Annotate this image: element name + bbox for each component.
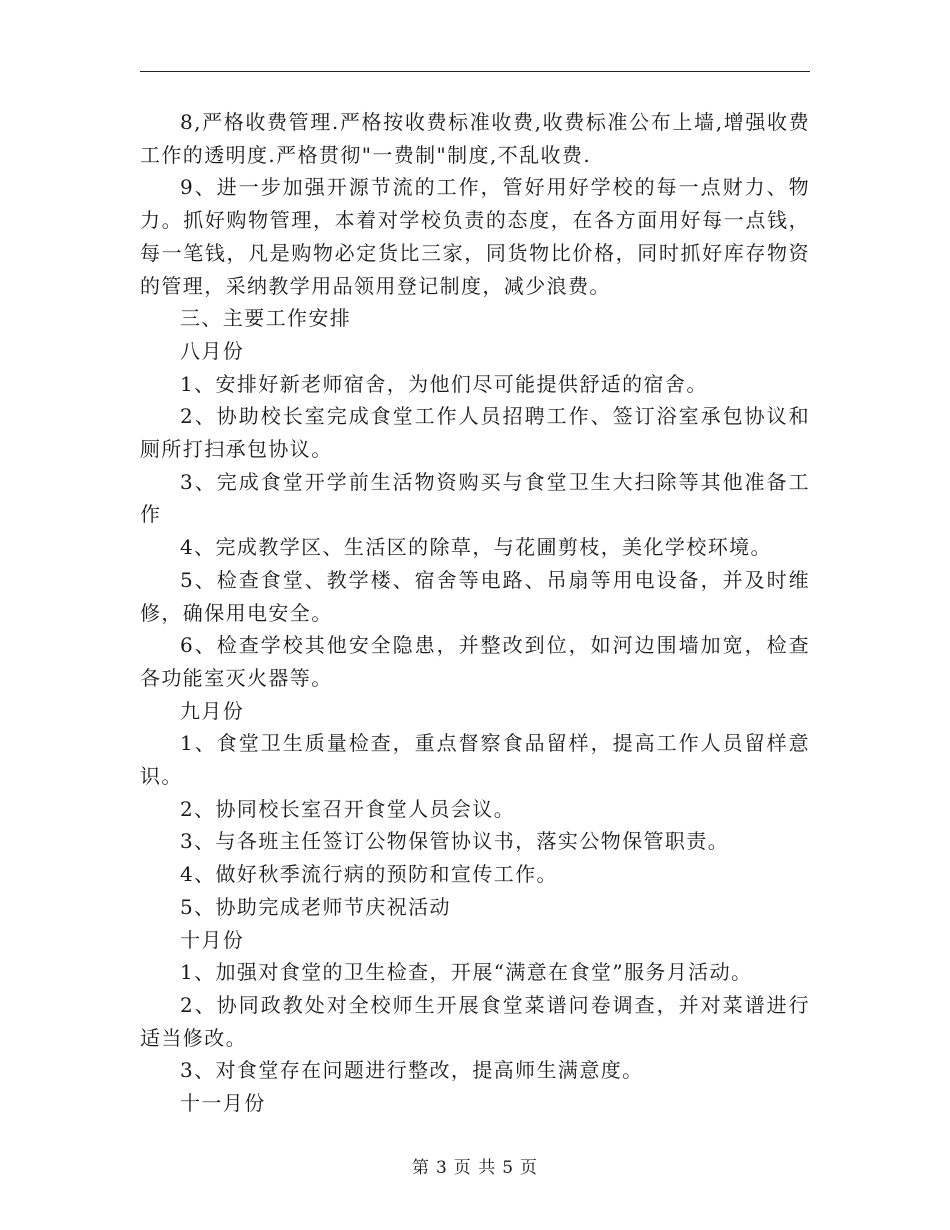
page-number-suffix: 页: [520, 1158, 539, 1178]
page-footer: [0, 1153, 950, 1178]
paragraph-cost-saving: 9、进一步加强开源节流的工作，管好用好学校的每一点财力、物力。抓好购物管理，本着对学校负责的态度，在各方面用好每一点钱，每一笔钱，凡是购物必定货比三家，同货物比价格，同时抓好库存物资的管理，采纳教学用品领用登记制度，减少浪费。: [140, 175, 810, 298]
list-item: 2、协助校长室完成食堂工作人员招聘工作、签订浴室承包协议和厕所打扫承包协议。: [140, 404, 810, 462]
list-item: 3、完成食堂开学前生活物资购买与食堂卫生大扫除等其他准备工作: [140, 469, 810, 527]
page-number-total: 5: [502, 1158, 515, 1178]
document-body: [140, 106, 810, 1120]
month-heading-october: 十月份: [180, 927, 245, 952]
list-item: 5、检查食堂、教学楼、宿舍等电路、吊扇等用电设备，并及时维修，确保用电安全。: [140, 567, 810, 625]
list-item: 3、对食堂存在问题进行整改，提高师生满意度。: [180, 1058, 644, 1083]
list-item: 5、协助完成老师节庆祝活动: [180, 894, 451, 919]
page-number-current: 3: [435, 1158, 448, 1178]
month-heading-august: 八月份: [180, 338, 245, 363]
list-item: 3、与各班主任签订公物保管协议书，落实公物保管职责。: [180, 829, 730, 854]
list-item: 1、加强对食堂的卫生检查，开展“满意在食堂”服务月活动。: [180, 960, 753, 985]
section-heading-work-plan: 三、主要工作安排: [180, 306, 352, 331]
month-heading-november: 十一月份: [180, 1091, 266, 1116]
list-item: 2、协同政教处对全校师生开展食堂菜谱问卷调查，并对菜谱进行适当修改。: [140, 992, 810, 1050]
month-heading-september: 九月份: [180, 698, 245, 723]
page-number-prefix: 第: [411, 1158, 430, 1178]
list-item: 2、协同校长室召开食堂人员会议。: [180, 796, 516, 821]
list-item: 1、食堂卫生质量检查，重点督察食品留样，提高工作人员留样意识。: [140, 731, 810, 789]
header-rule: [140, 71, 810, 72]
list-item: 6、检查学校其他安全隐患，并整改到位，如河边围墙加宽，检查各功能室灭火器等。: [140, 633, 810, 690]
page-number-middle: 页 共: [453, 1158, 497, 1178]
list-item: 1、安排好新老师宿舍，为他们尽可能提供舒适的宿舍。: [180, 371, 708, 396]
list-item: 4、做好秋季流行病的预防和宣传工作。: [180, 862, 558, 887]
list-item: 4、完成教学区、生活区的除草，与花圃剪枝，美化学校环境。: [180, 535, 772, 560]
paragraph-fee-management: 8,严格收费管理.严格按收费标准收费,收费标准公布上墙,增强收费工作的透明度.严格贯彻"一费制"制度,不乱收费.: [140, 110, 810, 167]
